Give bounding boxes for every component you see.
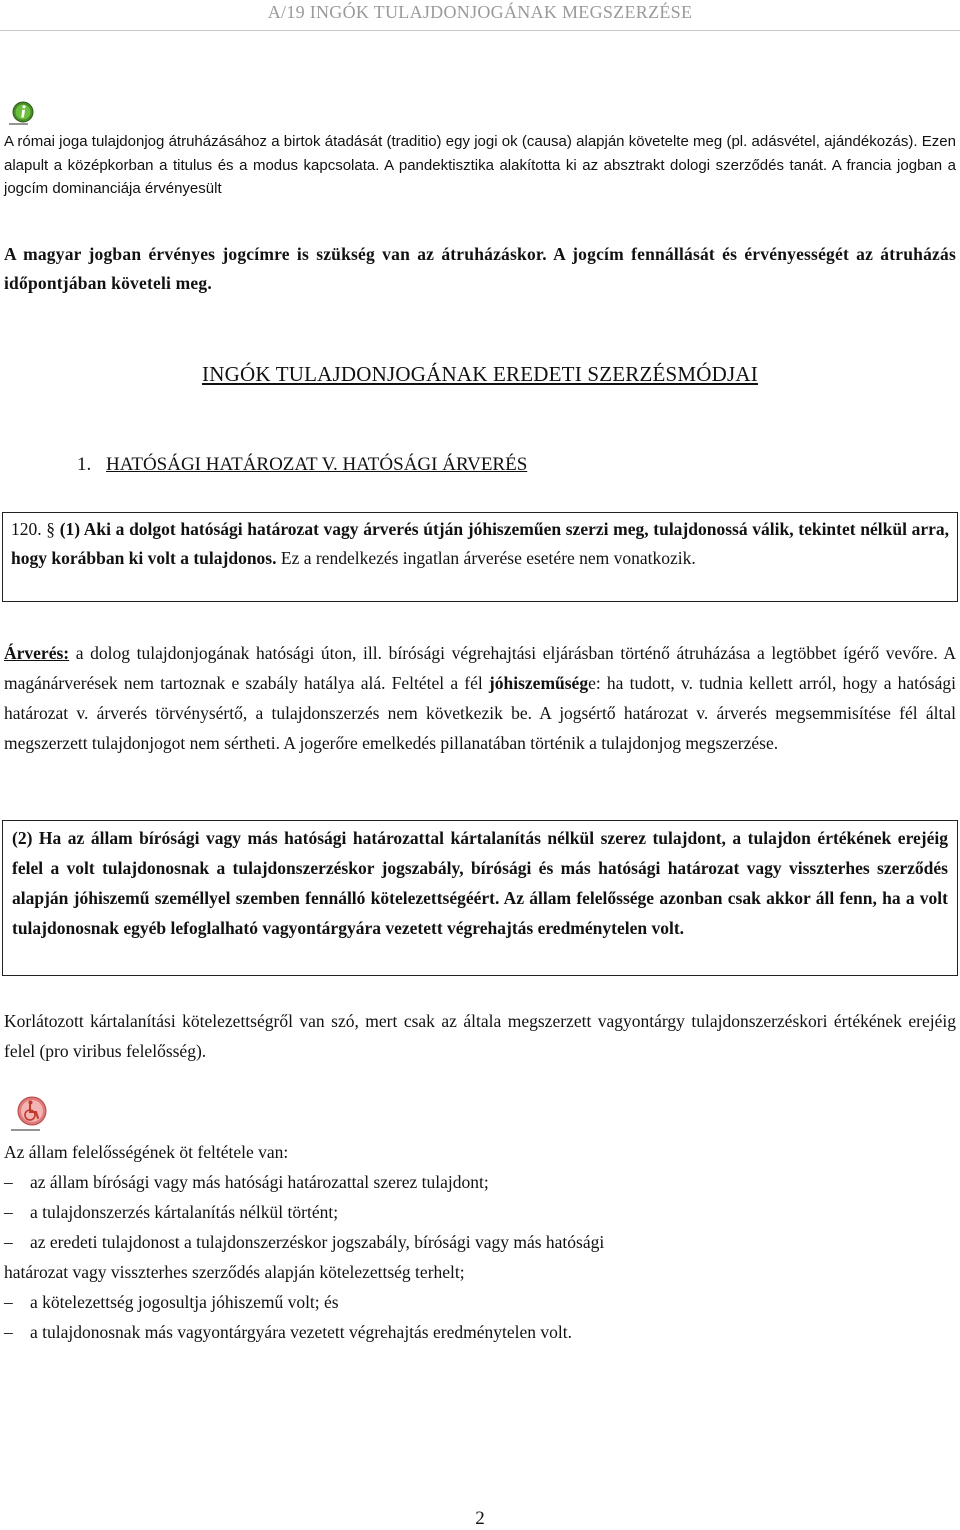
list-item-continuation [4, 1257, 956, 1287]
page-header-title: A/19 INGÓK TULAJDONJOGÁNAK MEGSZERZÉSE [267, 2, 693, 22]
list-item [4, 1227, 956, 1257]
list-item-text: az állam bírósági vagy más hatósági határozattal szerez tulajdont; [30, 1172, 489, 1192]
list-item-text: a tulajdonszerzés kártalanítás nélkül történt; [30, 1202, 339, 1222]
list-item [4, 1287, 956, 1317]
intro-paragraph: A római joga tulajdonjog átruházásához a birtok átadását (traditio) egy jogi ok (causa) alapján követelte meg (pl. adásvétel, ajándékozás). Ezen alapult a középkorban a titulus és a modus kapcsolata. A pandektisztika alakította ki az absztrakt dologi szerződés tanát. A francia jogban a jogcím dominanciája érvényesült [4, 133, 956, 197]
arveres-term: Árverés: [4, 643, 70, 663]
list-dash: – [4, 1322, 13, 1342]
list-item [4, 1197, 956, 1227]
arveres-text-2: e: ha tudott, v. tudnia kellett arról, hogy a hatósági határozat v. árverés törvénysértő, a tulajdonszerzés nem következik be. A jogsértő határozat v. árverés megsemmisítése fél által megszerzett tulajdonjogot nem sértheti. A jogerőre emelkedés pillanatában történik a tulajdonjog megszerzése. [4, 673, 956, 753]
subsection-title: HATÓSÁGI HATÁROZAT V. HATÓSÁGI ÁRVERÉS [106, 454, 528, 475]
list-dash: – [4, 1292, 13, 1312]
arveres-paragraph [4, 638, 956, 758]
list-item [4, 1167, 956, 1197]
section-sign: § [46, 519, 56, 539]
conditions-list [4, 1167, 956, 1347]
list-item-text: a tulajdonosnak más vagyontárgyára vezetett végrehajtás eredménytelen volt. [30, 1322, 572, 1342]
wheelchair-icon [10, 1094, 48, 1132]
statute-normal-text: Ez a rendelkezés ingatlan árverése esetére nem vonatkozik. [276, 548, 696, 568]
info-icon [8, 100, 36, 126]
limited-compensation-paragraph: Korlátozott kártalanítási kötelezettségről van szó, mert csak az általa megszerzett vagyontárgy tulajdonszerzéskori értékének erejéig felel (pro viribus felelősség). [4, 1011, 956, 1061]
title-requirement-paragraph: A magyar jogban érvényes jogcímre is szükség van az átruházáskor. A jogcím fennállását és érvényességét az átruházás időpontjában követeli meg. [4, 244, 956, 293]
list-item-text: a kötelezettség jogosultja jóhiszemű volt; és [30, 1292, 339, 1312]
arveres-bold-word: jóhiszeműség [488, 673, 589, 693]
arveres-text-1: a dolog tulajdonjogának hatósági úton, ill. bírósági végrehajtási eljárásban történő átruházása a legtöbbet ígérő vevőre. A magánárverések nem tartoznak e szabály hatálya alá. Feltétel a fél [4, 643, 956, 693]
statute-number: 120. [11, 519, 42, 539]
statute-120-box [2, 512, 958, 602]
subsection-heading [77, 454, 527, 476]
conditions-intro: Az állam felelősségének öt feltétele van: [4, 1142, 289, 1162]
list-item-text: határozat vagy visszterhes szerződés alapján kötelezettség terhelt; [4, 1262, 465, 1282]
page-number: 2 [475, 1508, 485, 1529]
statute-bold-text: (1) Aki a dolgot hatósági határozat vagy árverés útján jóhiszeműen szerzi meg, tulajdonossá válik, tekintet nélkül arra, hogy korábban ki volt a tulajdonos. [11, 519, 949, 568]
list-dash: – [4, 1172, 13, 1192]
statute-paragraph-2-box: (2) Ha az állam bírósági vagy más hatósági határozattal kártalanítás nélkül szerez tulajdont, a tulajdon értékének erejéig felel a volt tulajdonosnak a tulajdonszerzéskor jogszabály, bírósági és más hatósági határozat vagy visszterhes szerződés alapján jóhiszemű személlyel szemben fennálló kötelezettségéért. Az állam felelőssége azonban csak akkor áll fenn, ha a volt tulajdonosnak egyéb lefoglalható vagyontárgyára vezetett végrehajtás eredménytelen volt. [2, 820, 958, 976]
section-title: INGÓK TULAJDONJOGÁNAK EREDETI SZERZÉSMÓDJAI [202, 362, 758, 386]
list-item [4, 1317, 956, 1347]
list-dash: – [4, 1202, 13, 1222]
subsection-number: 1. [77, 454, 92, 475]
list-item-text: az eredeti tulajdonost a tulajdonszerzéskor jogszabály, bírósági vagy más hatósági [30, 1232, 605, 1252]
header-divider [0, 30, 960, 31]
list-dash: – [4, 1232, 13, 1252]
